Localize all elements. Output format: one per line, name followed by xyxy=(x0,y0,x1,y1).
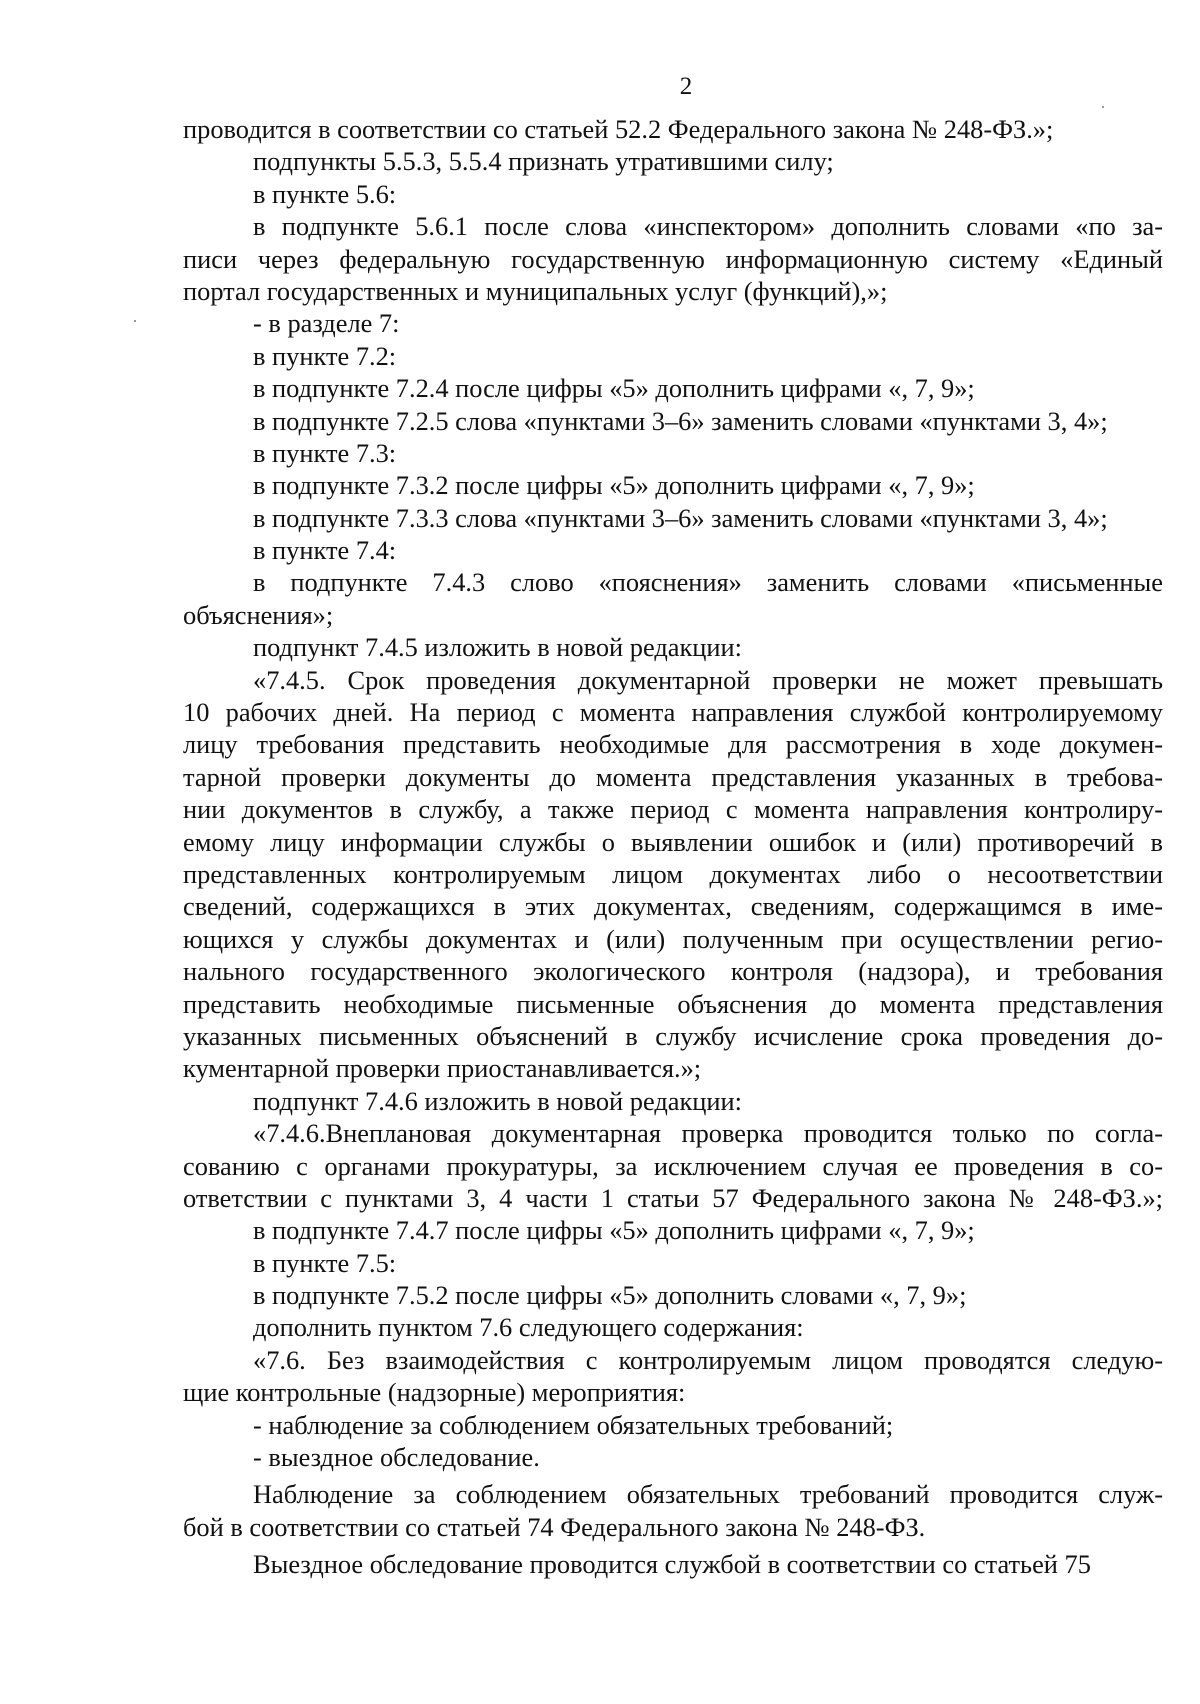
text-line: сованию с органами прокуратуры, за исключением случая ее проведения в со- xyxy=(183,1150,1163,1181)
text-line: в подпункте 7.3.3 слова «пунктами 3–6» заменить словами «пунктами 3, 4»; xyxy=(253,502,1108,533)
text-line: в подпункте 7.2.4 после цифры «5» дополнить цифрами «, 7, 9»; xyxy=(253,373,975,404)
text-line: - в разделе 7: xyxy=(253,308,400,339)
text-line: ющихся у службы документах и (или) полученным при осуществлении регио- xyxy=(183,923,1163,954)
text-line: в подпункте 7.5.2 после цифры «5» дополнить словами «, 7, 9»; xyxy=(253,1280,967,1311)
page-number: 2 xyxy=(679,73,693,100)
text-line: дополнить пунктом 7.6 следующего содержания: xyxy=(253,1312,804,1343)
text-line: лицу требования представить необходимые для рассмотрения в ходе докумен- xyxy=(183,729,1163,760)
text-line: сведений, содержащихся в этих документах, сведениям, содержащимся в име- xyxy=(183,891,1163,922)
text-line: «7.4.5. Срок проведения документарной проверки не может превышать xyxy=(253,664,1163,695)
text-line: подпункты 5.5.3, 5.5.4 признать утратившими силу; xyxy=(253,146,834,177)
text-line: проводится в соответствии со статьей 52.2 Федерального закона № 248-ФЗ.»; xyxy=(183,114,1054,144)
text-line: в подпункте 5.6.1 после слова «инспектором» дополнить словами «по за- xyxy=(253,211,1163,242)
text-line: представить необходимые письменные объяснения до момента представления xyxy=(183,988,1163,1019)
scan-speck xyxy=(134,320,136,322)
text-line: в пункте 7.2: xyxy=(253,340,397,371)
text-line: подпункт 7.4.5 изложить в новой редакции: xyxy=(253,632,742,663)
text-line: в подпункте 7.3.2 после цифры «5» дополнить цифрами «, 7, 9»; xyxy=(253,470,975,501)
text-line: в пункте 7.3: xyxy=(253,437,397,468)
text-line: в подпункте 7.4.7 после цифры «5» дополнить цифрами «, 7, 9»; xyxy=(253,1215,975,1246)
text-line: портал государственных и муниципальных услуг (функций),»; xyxy=(183,275,888,306)
text-line: - выездное обследование. xyxy=(253,1442,540,1473)
text-line: нального государственного экологического контроля (надзора), и требования xyxy=(183,956,1163,987)
text-line: подпункт 7.4.6 изложить в новой редакции: xyxy=(253,1085,742,1116)
text-line: писи через федеральную государственную информационную систему «Единый xyxy=(183,243,1163,274)
text-line: Выездное обследование проводится службой в соответствии со статьей 75 xyxy=(253,1549,1091,1580)
text-line: представленных контролируемым лицом документах либо о несоответствии xyxy=(183,858,1163,889)
text-line: 10 рабочих дней. На период с момента направления службой контролируемому xyxy=(183,697,1163,728)
text-line: «7.6. Без взаимодействия с контролируемым лицом проводятся следую- xyxy=(253,1344,1163,1375)
text-line: ответствии с пунктами 3, 4 части 1 статьи 57 Федерального закона № 248-ФЗ.»; xyxy=(183,1182,1163,1213)
text-line: бой в соответствии со статьей 74 Федерального закона № 248-ФЗ. xyxy=(183,1511,926,1542)
text-line: Наблюдение за соблюдением обязательных требований проводится служ- xyxy=(253,1479,1163,1510)
text-line: в пункте 5.6: xyxy=(253,178,397,209)
text-line: нии документов в службу, а также период с момента направления контролиру- xyxy=(183,794,1163,825)
text-line: кументарной проверки приостанавливается.»; xyxy=(183,1053,702,1084)
text-line: в подпункте 7.4.3 слово «пояснения» заменить словами «письменные xyxy=(253,567,1163,598)
text-line: щие контрольные (надзорные) мероприятия: xyxy=(183,1377,686,1408)
text-line: в пункте 7.5: xyxy=(253,1247,397,1278)
text-line: объяснения»; xyxy=(183,599,334,630)
text-line: тарной проверки документы до момента представления указанных в требова- xyxy=(183,761,1163,792)
text-line: емому лицу информации службы о выявлении ошибок и (или) противоречий в xyxy=(183,826,1163,857)
document-body xyxy=(183,113,1163,1581)
text-line: в подпункте 7.2.5 слова «пунктами 3–6» заменить словами «пунктами 3, 4»; xyxy=(253,405,1108,436)
text-line: - наблюдение за соблюдением обязательных требований; xyxy=(253,1409,894,1440)
text-line: в пункте 7.4: xyxy=(253,535,397,566)
text-line: «7.4.6.Внеплановая документарная проверка проводится только по согла- xyxy=(253,1118,1163,1149)
text-line: указанных письменных объяснений в службу исчисление срока проведения до- xyxy=(183,1020,1163,1051)
scan-speck xyxy=(1102,106,1104,108)
